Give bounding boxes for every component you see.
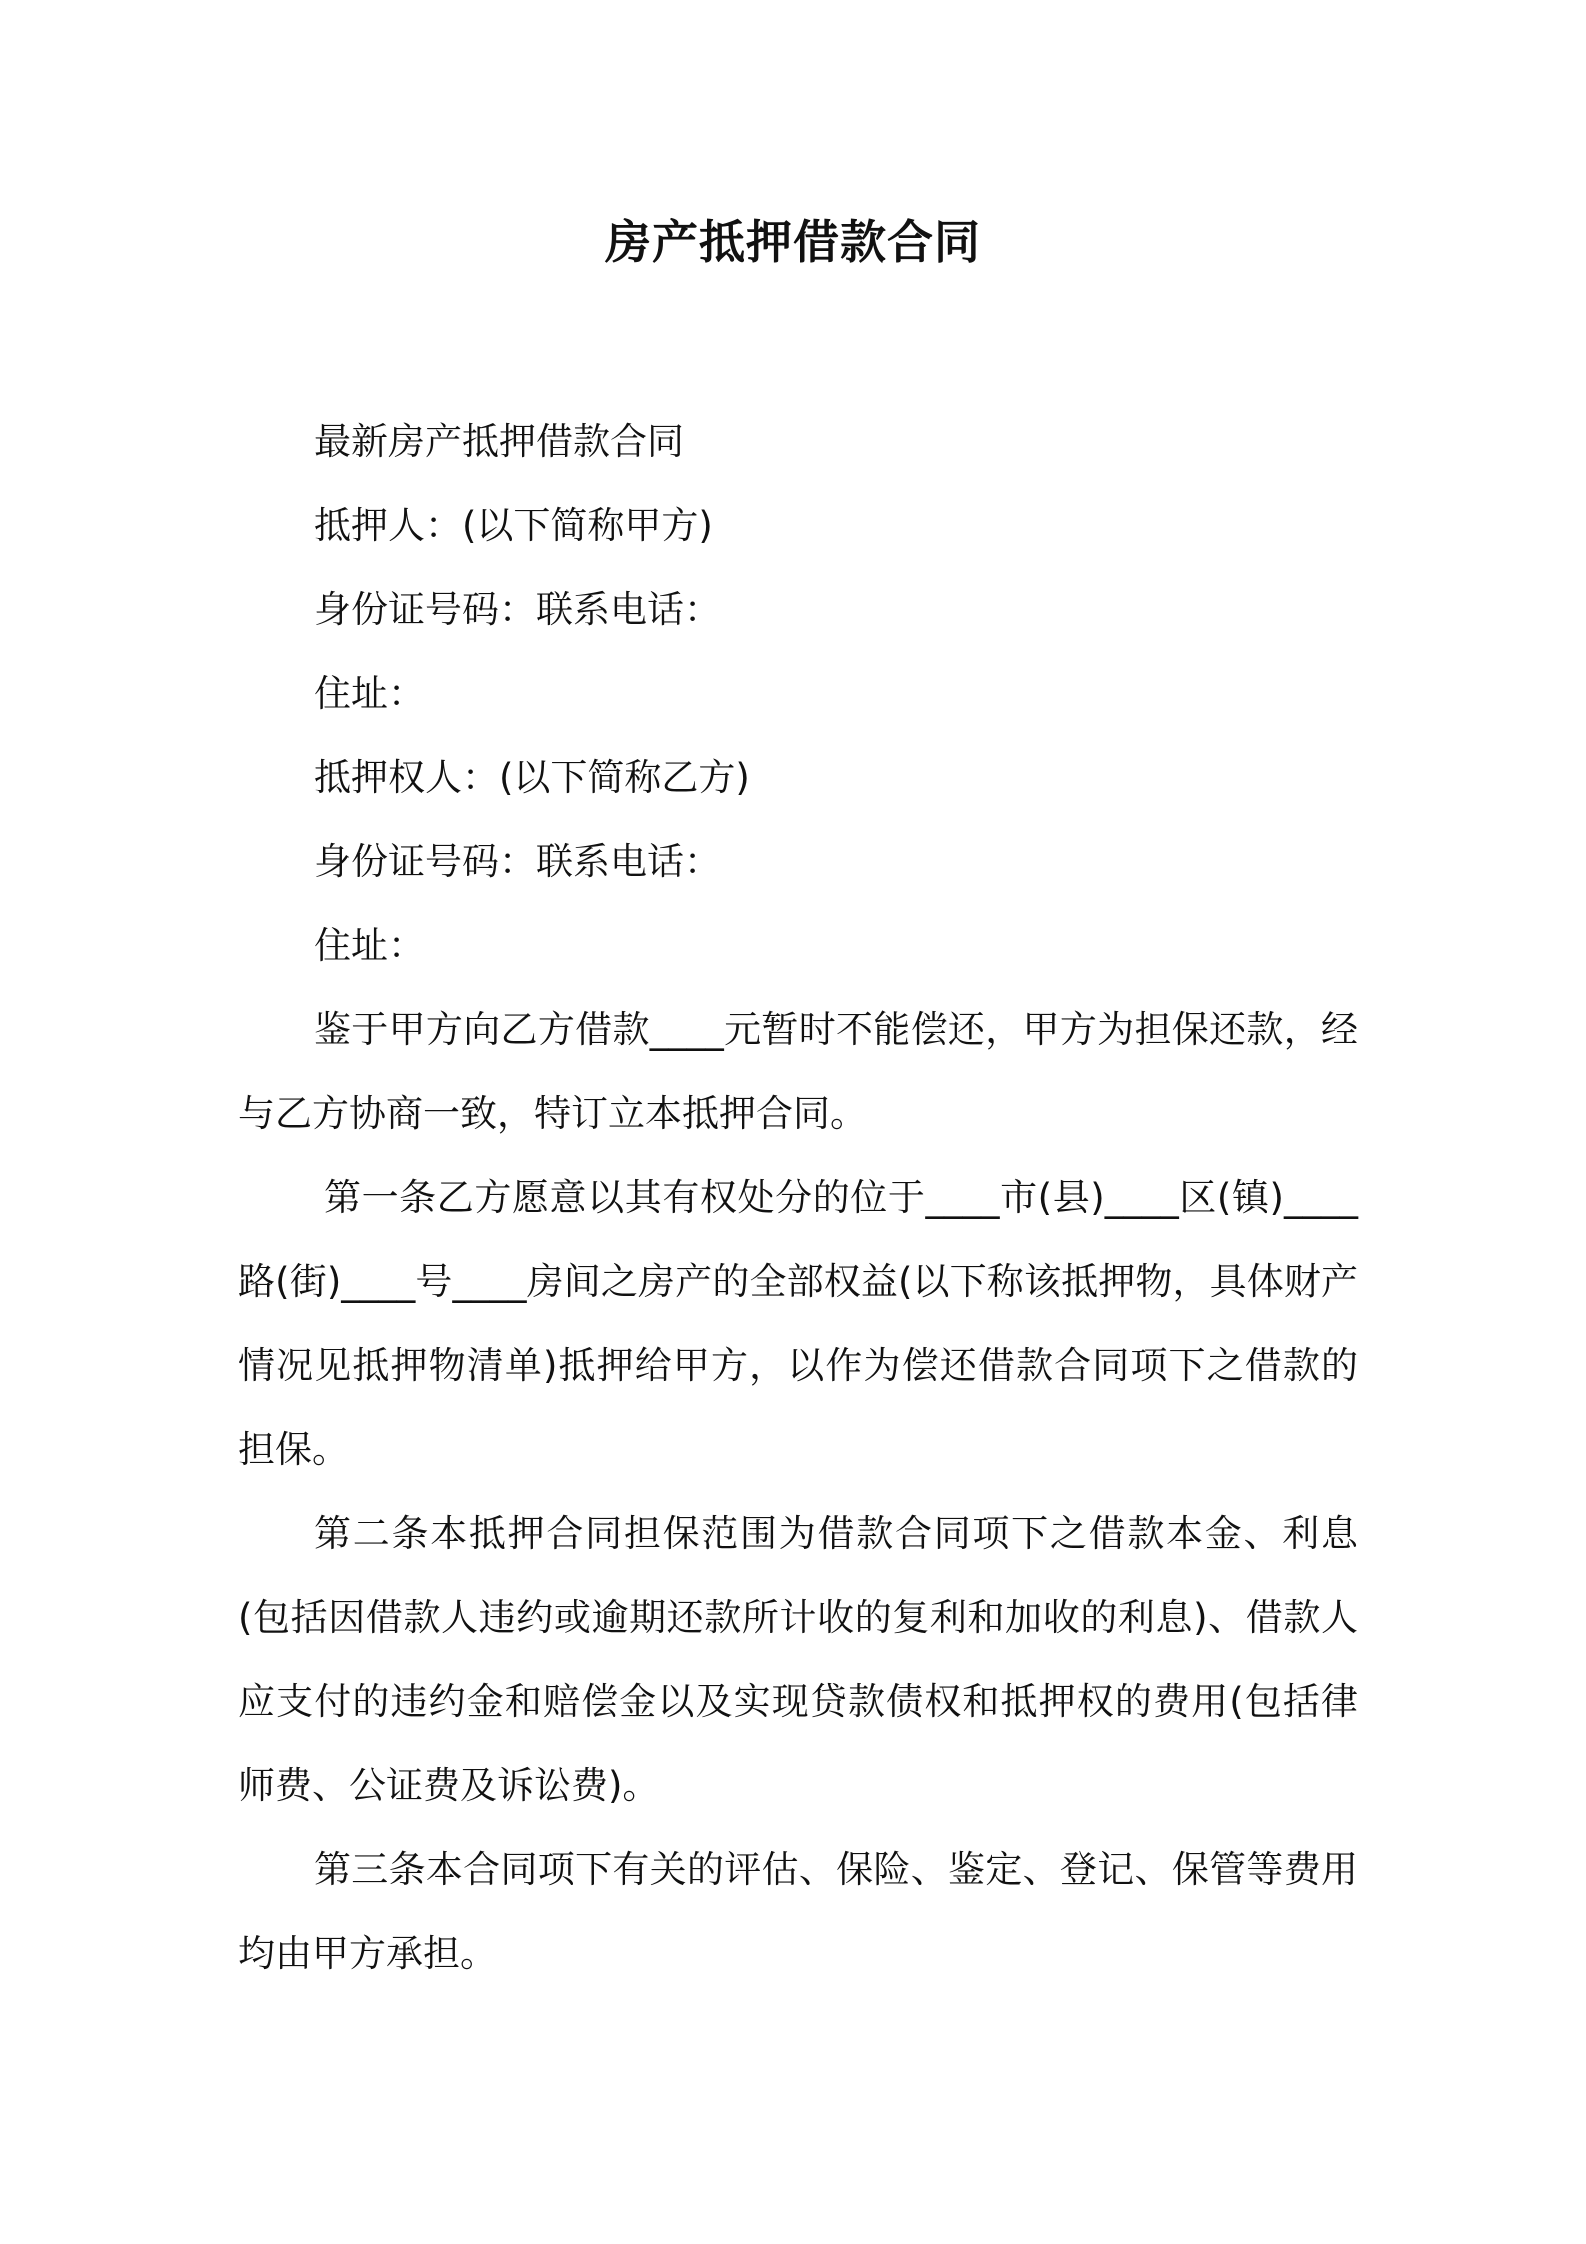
article-1-paragraph: 第一条乙方愿意以其有权处分的位于____市(县)____区(镇)____路(街)____号____房间之房产的全部权益(以下称该抵押物，具体财产情况见抵押物清单)抵押给甲方，以作为偿还借款合同项下之借款的担保。 <box>238 1176 1358 1471</box>
mortgagee-id-phone-line: 身份证号码：联系电话： <box>314 840 721 883</box>
subtitle-line: 最新房产抵押借款合同 <box>314 420 684 463</box>
mortgagor-address-line: 住址： <box>314 672 425 715</box>
document-body <box>238 400 1358 1996</box>
document-title: 房产抵押借款合同 <box>605 215 981 269</box>
preamble-paragraph: 鉴于甲方向乙方借款____元暂时不能偿还，甲方为担保还款，经与乙方协商一致，特订立本抵押合同。 <box>238 1008 1358 1135</box>
mortgagee-line: 抵押权人：(以下简称乙方) <box>314 756 750 799</box>
article-2-paragraph: 第二条本抵押合同担保范围为借款合同项下之借款本金、利息(包括因借款人违约或逾期还款所计收的复利和加收的利息)、借款人应支付的违约金和赔偿金以及实现贷款债权和抵押权的费用(包括律师费、公证费及诉讼费)。 <box>238 1512 1358 1807</box>
mortgagor-line: 抵押人：(以下简称甲方) <box>314 504 713 547</box>
article-3-paragraph: 第三条本合同项下有关的评估、保险、鉴定、登记、保管等费用均由甲方承担。 <box>238 1848 1358 1975</box>
mortgagor-id-phone-line: 身份证号码：联系电话： <box>314 588 721 631</box>
mortgagee-address-line: 住址： <box>314 924 425 967</box>
